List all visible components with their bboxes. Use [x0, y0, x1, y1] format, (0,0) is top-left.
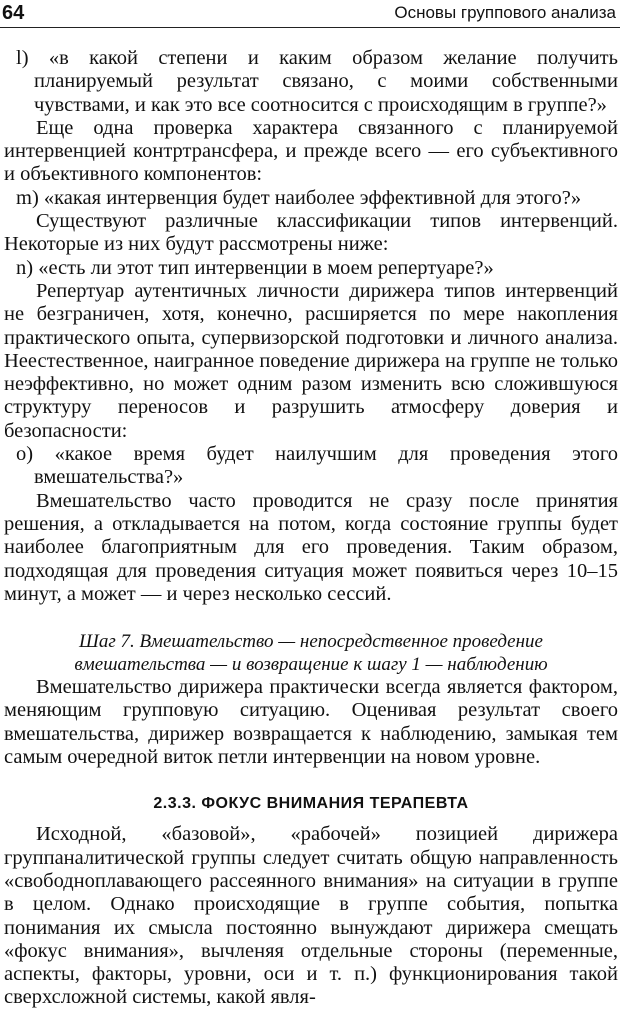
section-heading: 2.3.3. ФОКУС ВНИМАНИЯ ТЕРАПЕВТА [153, 795, 469, 813]
header-rule [0, 27, 620, 28]
list-item-o: o) «какое время будет наилучшим для проведения этого вмешательства?» [16, 443, 618, 489]
running-title: Основы группового анализа [394, 3, 616, 22]
paragraph-step-7: Вмешательство дирижера практически всегда является фактором, меняющим групповую ситуацию. Оценивая результат своего вмешательства, дирижер возвращается к наблюдению, замыкая тем самым очередной виток петли интервенции на новом уровне. [4, 676, 618, 769]
paragraph-timing: Вмешательство часто проводится не сразу после принятия решения, а откладывается на потом, когда состояние группы будет наиболее благоприятным для его проведения. Таким образом, подходящая для проведения ситуация может появиться через 10–15 минут, а может — и через несколько сессий. [4, 489, 618, 605]
step-7-heading: Шаг 7. Вмешательство — непосредственное проведение вмешательства — и возвращение к шагу 1 — наблюдению [74, 631, 548, 676]
page-body [4, 47, 618, 1010]
paragraph-focus-of-attention: Исходной, «базовой», «рабочей» позицией дирижера группаналитической группы следует считать общую направленность «свободноплавающего рассеянного внимания» на ситуации в группе в целом. Однако происходящие в группе события, попытка понимания их смысла постоянно вынуждают дирижера смещать «фокус внимания», вычленяя отдельные стороны (переменные, аспекты, факторы, уровни, оси и т. п.) функционирования такой сверхсложной системы, какой явля- [4, 823, 618, 1009]
list-item-m: m) «какая интервенция будет наиболее эффективной для этого?» [16, 186, 582, 209]
list-item-l: l) «в какой степени и каким образом желание получить планируемый результат связано, с моими собственными чувствами, и как это все соотносится с происходящим в группе?» [16, 47, 618, 116]
page-number: 64 [2, 2, 25, 24]
paragraph-repertoire: Репертуар аутентичных личности дирижера типов интервенций не безграничен, хотя, конечно, расширяется по мере накопления практического опыта, супервизорской подготовки и личного анализа. Неестественное, наигранное поведение дирижера на группе не только неэффективно, но может одним разом изменить всю сложившуюся структуру переносов и разрушить атмосферу доверия и безопасности: [4, 279, 618, 442]
paragraph-countertransference-check: Еще одна проверка характера связанного с планируемой интервенцией контртрансфера, и прежде всего — его субъективного и объективного компонентов: [4, 116, 618, 186]
list-item-n: n) «есть ли этот тип интервенции в моем репертуаре?» [16, 256, 494, 279]
paragraph-classifications: Существуют различные классификации типов интервенций. Некоторые из них будут рассмотрены ниже: [4, 210, 618, 256]
